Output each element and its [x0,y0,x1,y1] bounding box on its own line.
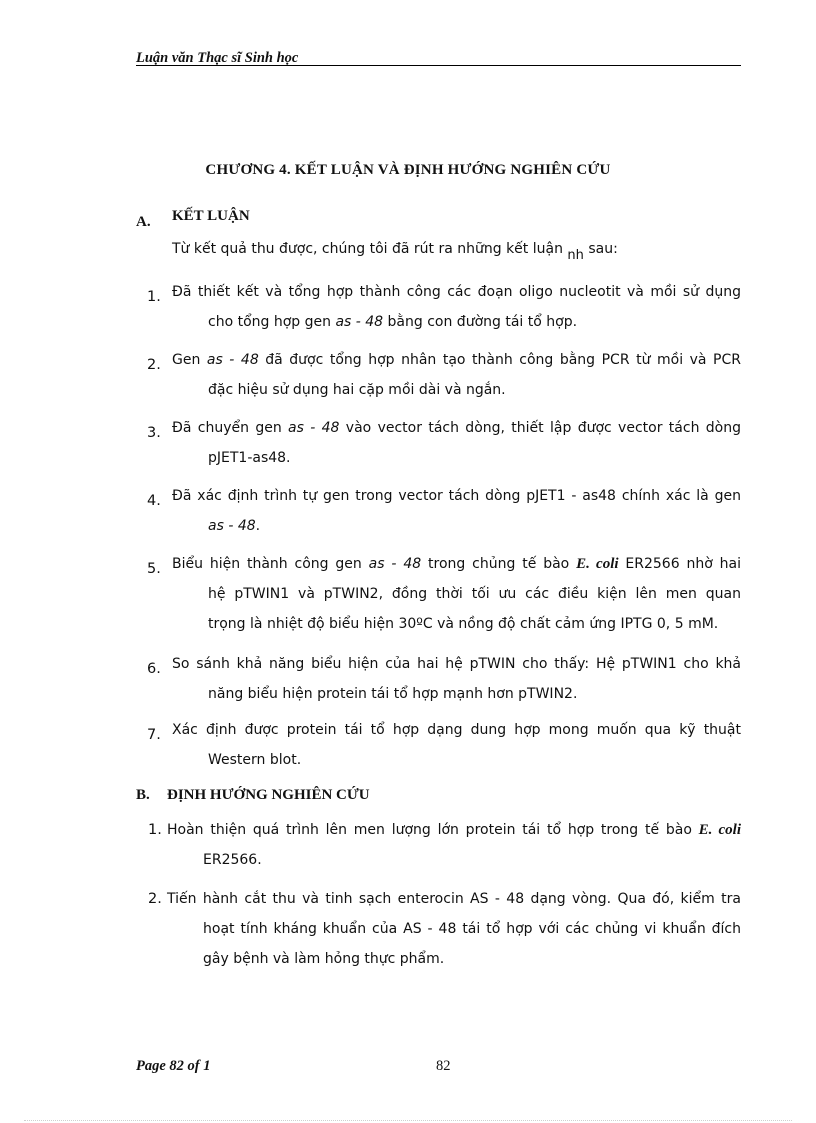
section-a-intro [172,241,618,263]
page-bottom-border [24,1120,792,1121]
conclusion-item-number: 4. [147,493,161,509]
section-a-letter: A. [136,214,151,230]
item-text: đặc hiệu sử dụng hai cặp mồi dài và ngắn. [208,382,506,398]
item-text: cho tổng hợp gen [208,314,336,330]
gene-name: as - 48 [208,518,256,534]
item-text: . [255,518,261,534]
conclusion-item [172,649,741,709]
species-name: E. coli [698,822,742,838]
conclusion-item [172,277,741,337]
item-text: vào vector tách dòng, thiết lập được vector tách dòng [339,420,741,436]
running-header: Luận văn Thạc sĩ Sinh học [136,50,299,66]
item-text: Đã thiết kết và tổng hợp thành công các đoạn oligo nucleotit và mồi sử dụng [172,284,741,300]
direction-item-number: 2. [148,891,162,907]
item-text: pJET1-as48. [208,450,291,466]
direction-item [167,815,741,875]
conclusion-item [172,413,741,473]
item-text: trong chủng tế bào [421,556,577,572]
item-text: So sánh khả năng biểu hiện của hai hệ pTWIN cho thấy: Hệ pTWIN1 cho khả [172,656,741,672]
item-text: gây bệnh và làm hỏng thực phẩm. [203,951,445,967]
intro-sub: nh [567,248,584,263]
gene-name: as - 48 [335,314,384,330]
item-text: Western blot. [208,752,302,768]
chapter-title: CHƯƠNG 4. KẾT LUẬN VÀ ĐỊNH HƯỚNG NGHIÊN CỨU [205,162,611,178]
conclusion-item [172,715,741,775]
section-b-letter: B. [136,787,150,803]
item-text: đã được tổng hợp nhân tạo thành công bằng PCR từ mồi và PCR [258,352,741,368]
item-text: Đã xác định trình tự gen trong vector tách dòng pJET1 - as48 chính xác là gen [172,488,741,504]
item-text: bằng con đường tái tổ hợp. [383,314,578,330]
direction-item [167,884,741,974]
item-text: Hoàn thiện quá trình lên men lượng lớn protein tái tổ hợp trong tế bào [167,822,699,838]
footer-page-number: 82 [436,1058,451,1074]
gene-name: as - 48 [206,352,259,368]
conclusion-item-number: 1. [147,289,161,305]
conclusion-item-number: 7. [147,727,161,743]
item-text: hoạt tính kháng khuẩn của AS - 48 tái tổ hợp với các chủng vi khuẩn đích [203,921,741,937]
footer-page-label: Page 82 of 1 [136,1058,211,1074]
item-text: Gen [172,352,207,368]
conclusion-item-number: 3. [147,425,161,441]
item-text: Xác định được protein tái tổ hợp dạng dung hợp mong muốn qua kỹ thuật [172,722,741,738]
intro-after: sau: [588,241,618,257]
conclusion-item [172,481,741,541]
header-rule [136,65,741,66]
conclusion-item [172,345,741,405]
conclusion-item-number: 5. [147,561,161,577]
conclusion-item-number: 6. [147,661,161,677]
species-name: E. coli [576,556,619,572]
gene-name: as - 48 [368,556,422,572]
item-text: ER2566 nhờ hai [618,556,741,572]
item-text: hệ pTWIN1 và pTWIN2, đồng thời tối ưu các điều kiện lên men quan [208,586,741,602]
direction-item-number: 1. [148,822,162,838]
item-text: Đã chuyển gen [172,420,289,436]
intro-text: Từ kết quả thu được, chúng tôi đã rút ra những kết luận [172,241,563,257]
section-a-title: KẾT LUẬN [172,208,250,224]
conclusion-item [172,549,741,639]
item-text: ER2566. [203,852,262,868]
item-text: Tiến hành cắt thu và tinh sạch enterocin AS - 48 dạng vòng. Qua đó, kiểm tra [167,891,741,907]
gene-name: as - 48 [288,420,340,436]
conclusion-item-number: 2. [147,357,161,373]
item-text: trọng là nhiệt độ biểu hiện 30ºC và nồng độ chất cảm ứng IPTG 0, 5 mM. [208,616,719,632]
item-text: Biểu hiện thành công gen [172,556,369,572]
item-text: năng biểu hiện protein tái tổ hợp mạnh hơn pTWIN2. [208,686,578,702]
section-b-title: ĐỊNH HƯỚNG NGHIÊN CỨU [167,787,370,803]
